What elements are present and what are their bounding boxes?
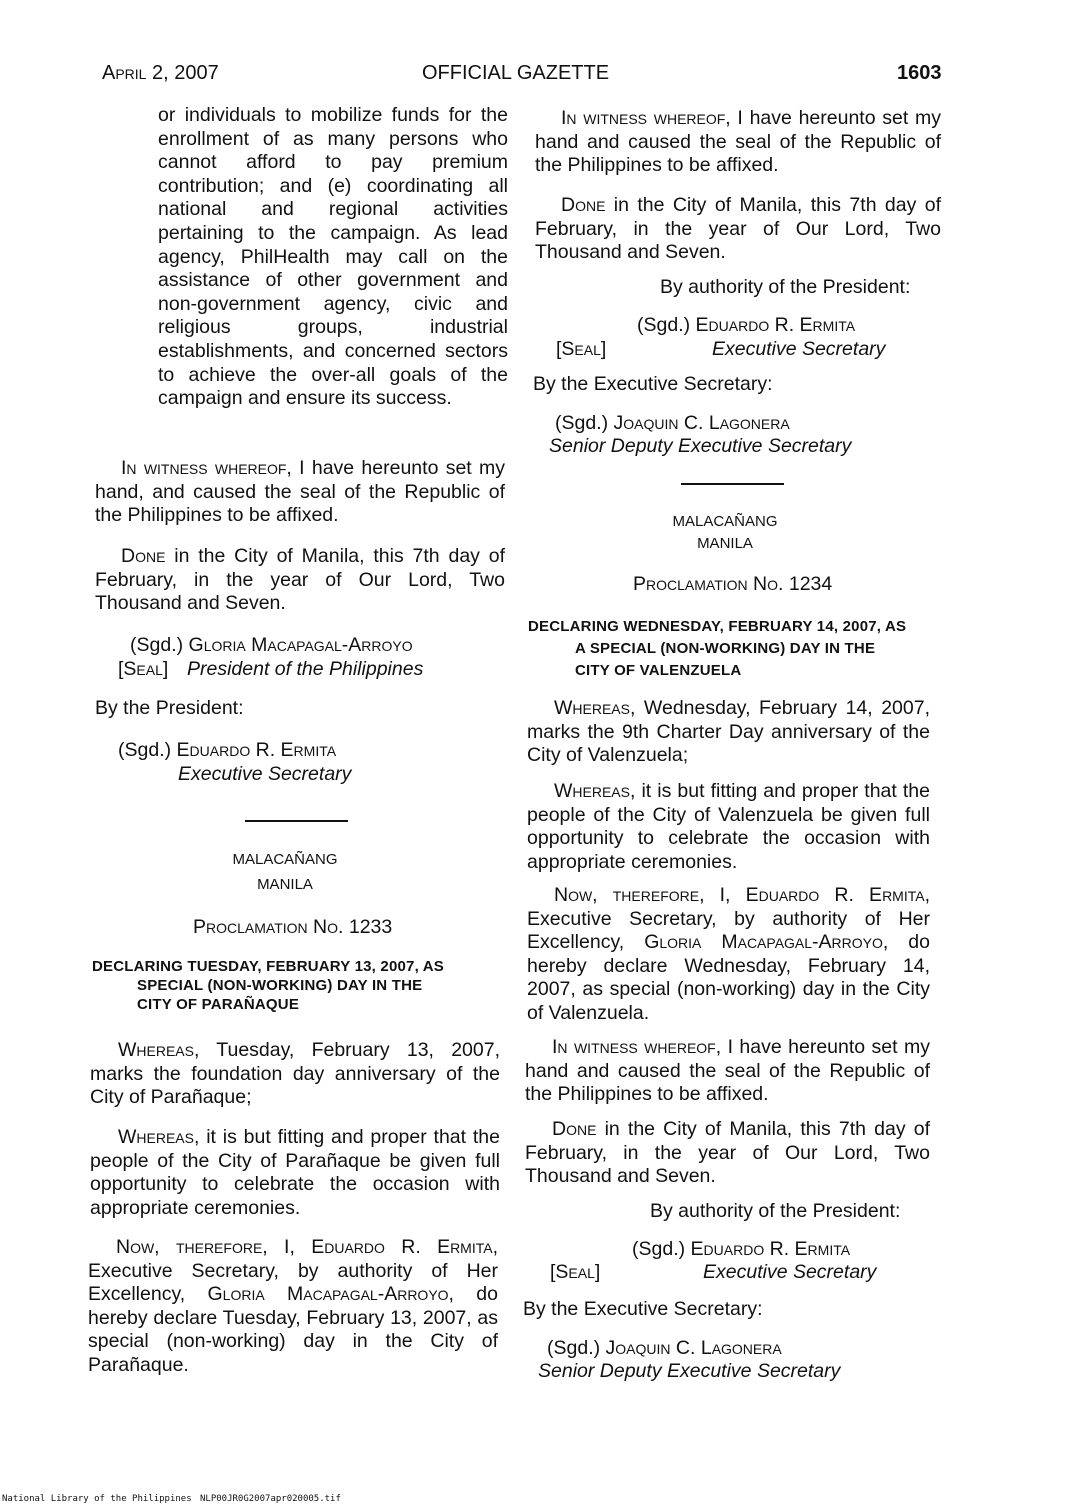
right-whereas-2-text: it is but fitting and proper that the people of the City of Valenzuela be given full opportunity to celebrate the occasion with appropriate ceremonies.: [527, 780, 930, 873]
left-whereas-2-kicker: Whereas,: [118, 1126, 200, 1148]
right-heading-line-3: CITY OF VALENZUELA: [575, 662, 742, 679]
right-divider-rule: [681, 483, 784, 485]
left-witness-paragraph: [95, 457, 505, 528]
right-sig4-name: Joaquin C. Lagonera: [605, 1337, 782, 1359]
left-now-mid1: I,: [267, 1236, 312, 1258]
right-witness-paragraph: [535, 107, 941, 178]
right-now-name2: Gloria Macapagal-Arroyo: [644, 931, 883, 954]
right-by-executive-secretary-2: By the Executive Secretary:: [523, 1298, 763, 1320]
right-sig3-seal: [Seal]: [550, 1261, 601, 1283]
left-sig1-seal: [Seal]: [118, 658, 169, 680]
right-now-kicker: Now, therefore,: [554, 884, 705, 906]
left-whereas-2-text: it is but fitting and proper that the people of the City of Parañaque be given full opportunity to celebrate the occasion with appropriate ceremonies.: [90, 1126, 500, 1219]
right-sig1-title: Executive Secretary: [712, 338, 886, 360]
left-witness-kicker: In witness whereof,: [121, 457, 292, 479]
footer-file-name: NLP00JR0G2007apr020005.tif: [200, 1494, 341, 1504]
right-place-malacanang: MALACAÑANG: [672, 513, 778, 530]
right-done-paragraph: [535, 194, 941, 265]
left-whereas-1-text: Tuesday, February 13, 2007, marks the foundation day anniversary of the City of Parañaque;: [90, 1039, 500, 1109]
left-divider-rule: [245, 820, 348, 822]
right-witness-kicker: In witness whereof,: [561, 107, 731, 129]
right-sig2-sgd: (Sgd.): [555, 412, 614, 434]
right-signature-1: [637, 314, 855, 338]
left-place-malacanang: MALACAÑANG: [232, 851, 338, 868]
right-sig1-sgd: (Sgd.): [637, 314, 696, 336]
left-whereas-1: [90, 1039, 500, 1110]
left-witness-text: I have hereunto set my hand, and caused the seal of the Republic of the Philippines to be affixed.: [95, 457, 505, 527]
right-now-text: , do hereby declare Wednesday, February 14, 2007, as special (non-working) day in the City of Valenzuela.: [527, 931, 930, 1024]
right-whereas-1-text: Wednesday, February 14, 2007, marks the 9th Charter Day anniversary of the City of Valenzuela;: [527, 697, 930, 767]
left-sig2-title: Executive Secretary: [178, 763, 352, 785]
header-page-number: 1603: [897, 62, 942, 84]
right-sig3-title: Executive Secretary: [703, 1261, 877, 1283]
right-done2-kicker: Done: [552, 1118, 597, 1140]
left-proclamation-number: Proclamation No. 1233: [193, 916, 393, 938]
left-done-text: in the City of Manila, this 7th day of February, in the year of Our Lord, Two Thousand and Seven.: [95, 545, 505, 615]
header-date: April 2, 2007: [102, 62, 219, 84]
right-signature-2: [555, 412, 790, 436]
right-witness2-text: I have hereunto set my hand and caused the seal of the Republic of the Philippines to be affixed.: [525, 1036, 930, 1106]
left-now-name1: Eduardo R. Ermita: [311, 1236, 493, 1258]
left-signature-2: [118, 739, 336, 763]
left-now-text: , do hereby declare Tuesday, February 13, 2007, as special (non-working) day in the City of Parañaque.: [88, 1283, 498, 1376]
right-now-mid1: I,: [704, 884, 746, 906]
footer-library: National Library of the Philippines: [2, 1494, 192, 1504]
right-sig1-name: Eduardo R. Ermita: [695, 314, 856, 336]
right-whereas-2: [527, 780, 930, 874]
right-done-kicker: Done: [561, 194, 606, 216]
right-by-authority-2: By authority of the President:: [650, 1200, 901, 1222]
right-witness-paragraph-2: [525, 1036, 930, 1107]
right-now-name1: Eduardo R. Ermita: [745, 884, 925, 906]
left-done-kicker: Done: [121, 545, 166, 567]
right-sig2-name: Joaquin C. Lagonera: [613, 412, 790, 434]
right-witness2-kicker: In witness whereof,: [552, 1036, 722, 1058]
right-sig4-title: Senior Deputy Executive Secretary: [538, 1360, 841, 1382]
header-title: OFFICIAL GAZETTE: [422, 62, 610, 84]
left-by-president: By the President:: [95, 697, 244, 719]
right-by-authority: By authority of the President:: [660, 276, 911, 298]
left-sig2-name: Eduardo R. Ermita: [176, 739, 337, 761]
right-sig4-sgd: (Sgd.): [547, 1337, 606, 1359]
left-now-therefore: [88, 1236, 498, 1378]
left-heading-line-1: DECLARING TUESDAY, FEBRUARY 13, 2007, AS: [92, 958, 444, 975]
right-whereas-2-kicker: Whereas,: [554, 780, 636, 802]
right-place-manila: MANILA: [697, 535, 753, 552]
left-sig1-title: President of the Philippines: [187, 658, 424, 680]
right-heading-line-1: DECLARING WEDNESDAY, FEBRUARY 14, 2007, AS: [528, 618, 907, 635]
right-now-therefore: [527, 884, 930, 1026]
left-continuation-paragraph: or individuals to mobilize funds for the enrollment of as many persons who cannot afford to pay premium contribution; and (e) coordinating all national and regional activities pertaining to the campaign. As lead agency, PhilHealth may call on the assistance of other government and non-government agency, civic and religious groups, industrial establishments, and concerned sectors to achieve the over-all goals of the campaign and ensure its success.: [158, 104, 508, 410]
right-sig1-seal: [Seal]: [556, 338, 607, 360]
right-sig3-sgd: (Sgd.): [632, 1238, 691, 1260]
left-now-name2: Gloria Macapagal-Arroyo: [207, 1283, 449, 1306]
left-sig1-name: Gloria Macapagal-Arroyo: [188, 634, 413, 656]
left-heading-line-3: CITY OF PARAÑAQUE: [137, 996, 300, 1013]
left-sig2-sgd: (Sgd.): [118, 739, 177, 761]
left-now-kicker: Now, therefore,: [116, 1236, 268, 1258]
right-done-paragraph-2: [525, 1118, 930, 1189]
right-witness-text: I have hereunto set my hand and caused the seal of the Republic of the Philippines to be affixed.: [535, 107, 941, 177]
left-now-mid2: , Executive Secretary, by authority of Her Excellency,: [88, 1236, 499, 1306]
right-whereas-1: [527, 697, 930, 768]
right-sig2-title: Senior Deputy Executive Secretary: [549, 435, 852, 457]
right-whereas-1-kicker: Whereas,: [554, 697, 636, 719]
left-signature-1: [130, 634, 413, 658]
left-heading-line-2: SPECIAL (NON-WORKING) DAY IN THE: [137, 977, 423, 994]
right-sig3-name: Eduardo R. Ermita: [690, 1238, 851, 1260]
right-heading-line-2: A SPECIAL (NON-WORKING) DAY IN THE: [575, 640, 876, 657]
left-sig1-sgd: (Sgd.): [130, 634, 189, 656]
right-done-text: in the City of Manila, this 7th day of February, in the year of Our Lord, Two Thousand and Seven.: [535, 194, 941, 264]
right-proclamation-number: Proclamation No. 1234: [633, 573, 833, 595]
right-signature-3: [632, 1238, 850, 1262]
left-whereas-1-kicker: Whereas,: [118, 1039, 200, 1061]
left-done-paragraph: [95, 545, 505, 616]
right-signature-4: [547, 1337, 782, 1361]
right-by-executive-secretary: By the Executive Secretary:: [533, 373, 773, 395]
left-whereas-2: [90, 1126, 500, 1220]
right-now-mid2: , Executive Secretary, by authority of Her Excellency,: [527, 884, 930, 954]
left-place-manila: MANILA: [257, 876, 313, 893]
right-done2-text: in the City of Manila, this 7th day of February, in the year of Our Lord, Two Thousand and Seven.: [525, 1118, 930, 1188]
